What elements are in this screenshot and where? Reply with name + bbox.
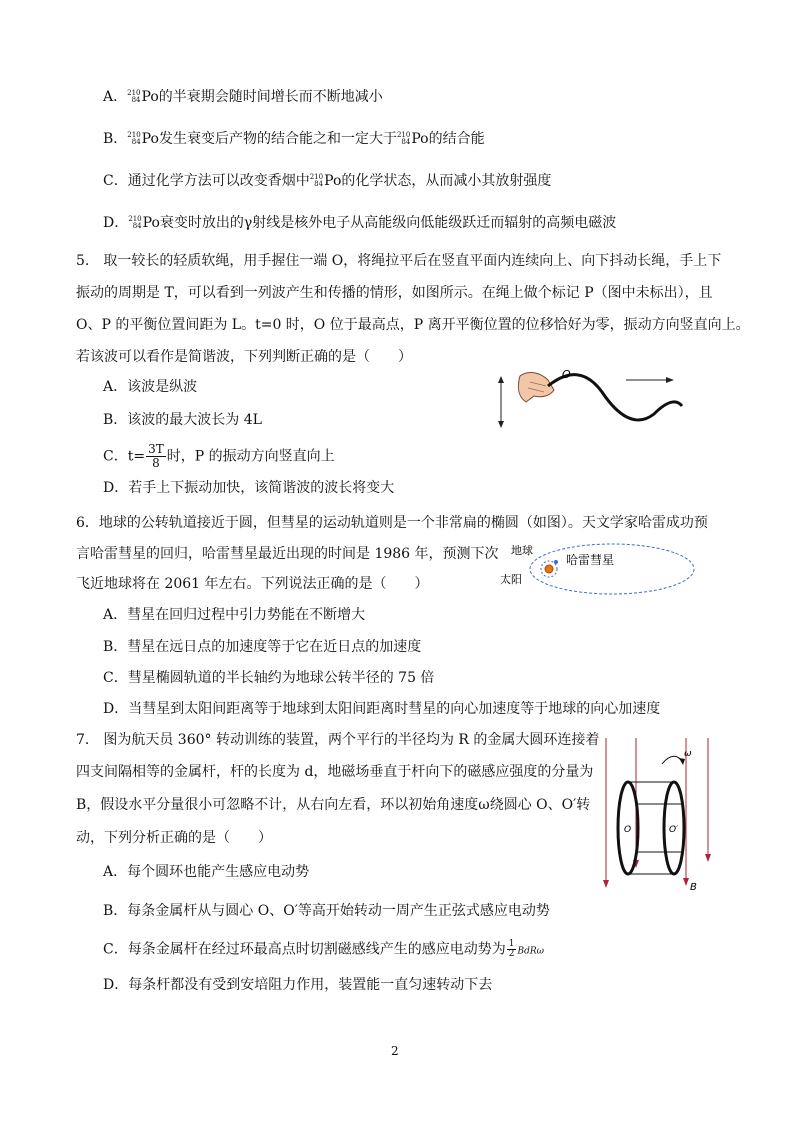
hand-icon xyxy=(518,373,554,402)
q5-stem-line-3: O、P 的平衡位置间距为 L。t=0 时，O 位于最高点，P 离开平衡位置的位移恰好为零，振动方向竖直向上。 xyxy=(76,317,750,333)
q7-stem-line-4: 动，下列分析正确的是（ ） xyxy=(76,830,272,846)
q5-option-a: A．该波是纵波 xyxy=(103,379,198,395)
field-b-label: B xyxy=(690,882,697,893)
q7-option-d: D．每条杆都没有受到安培阻力作用，装置能一直匀速转动下去 xyxy=(103,977,493,993)
q6-option-c: C．彗星椭圆轨道的半长轴约为地球公转半径的 75 倍 xyxy=(103,670,435,686)
page-number: 2 xyxy=(391,1044,399,1058)
q6-option-a: A．彗星在回归过程中引力势能在不断增大 xyxy=(103,607,366,623)
q7-stem-line-2: 四支间隔相等的金属杆，杆的长度为 d，地磁场垂直于杆向下的磁感应强度的分量为 xyxy=(76,764,594,780)
sun-icon xyxy=(545,565,553,573)
q6-stem-line-1: 6．地球的公转轨道接近于圆，但彗星的运动轨道则是一个非常扁的椭圆（如图）。天文学家哈雷成功预 xyxy=(76,515,708,531)
q6-stem-line-2: 言哈雷彗星的回归，哈雷彗星最近出现的时间是 1986 年，预测下次 xyxy=(76,546,499,562)
center-o-label: O xyxy=(624,825,632,835)
q5-option-b: B．该波的最大波长为 4L xyxy=(103,412,262,428)
q5-stem-line-4: 若该波可以看作是简谐波，下列判断正确的是（ ） xyxy=(76,349,412,365)
earth-icon xyxy=(554,560,558,564)
comet-label: 哈雷彗星 xyxy=(566,553,615,567)
q6-option-d: D．当彗星到太阳间距离等于地球到太阳间距离时彗星的向心加速度等于地球的向心加速度 xyxy=(103,701,661,717)
q5-option-c: C．t= $\frac{3T}{8}$ 时，P 的振动方向竖直向上 xyxy=(103,442,335,470)
q5-stem-line-2: 振动的周期是 T，可以看到一列波产生和传播的情形，如图所示。在绳上做个标记 P（图中未标出），且 xyxy=(76,285,713,301)
q4-option-b: B． 210 84 Po发生衰变后产物的结合能之和一定大于 210 84 Po的结合能 xyxy=(103,131,485,147)
sun-label: 太阳 xyxy=(500,573,522,586)
rotation-arrow xyxy=(662,756,682,764)
earth-label: 地球 xyxy=(511,544,533,557)
q7-option-a: A．每个圆环也能产生感应电动势 xyxy=(103,864,310,880)
q4-option-d: D． 210 84 Po衰变时放出的γ射线是核外电子从高能级向低能级跃迁而辐射的高频电磁波 xyxy=(103,215,617,231)
rope-wave xyxy=(548,375,682,420)
fraction-3t-over-8: $\frac{3T}{8}$ xyxy=(148,442,164,470)
q5-stem-line-1: 5. 取一较长的轻质软绳，用手握住一端 O，将绳拉平后在竖直平面内连续向上、向下抖动长绳，手上下 xyxy=(76,253,722,269)
q6-stem-line-3: 飞近地球将在 2061 年左右。下列说法正确的是（ ） xyxy=(76,576,429,592)
q7-rotating-rings-figure xyxy=(596,734,720,894)
q7-option-c: C．每条金属杆在经过环最高点时切割磁感线产生的感应电动势为 $\frac{1}{2}$ BdRω xyxy=(103,939,544,959)
q5-rope-wave-figure xyxy=(490,362,690,434)
q4-option-a: A． 210 84 Po的半衰期会随时间增长而不断地减小 xyxy=(103,89,383,105)
q5-option-d: D．若手上下振动加快，该简谐波的波长将变大 xyxy=(103,480,395,496)
fraction-one-half: $\frac{1}{2}$ xyxy=(508,939,515,959)
q6-option-b: B．彗星在远日点的加速度等于它在近日点的加速度 xyxy=(103,639,422,655)
comet-orbit xyxy=(530,544,694,594)
center-o-prime-label: O′ xyxy=(669,825,679,835)
q7-option-b: B．每条金属杆从与圆心 O、O′等高开始转动一周产生正弦式感应电动势 xyxy=(103,903,550,919)
point-o-label: O xyxy=(562,368,571,381)
q7-stem-line-1: 7. 图为航天员 360° 转动训练的装置，两个平行的半径均为 R 的金属大圆环连接着 xyxy=(76,732,600,748)
q7-stem-line-3: B，假设水平分量很小可忽略不计，从右向左看，环以初始角速度ω绕圆心 O、O′转 xyxy=(76,797,591,813)
q6-orbit-figure xyxy=(500,538,700,598)
omega-label: ω xyxy=(684,749,692,759)
q4-option-c: C．通过化学方法可以改变香烟中 210 84 Po的化学状态，从而减小其放射强度 xyxy=(103,173,552,189)
